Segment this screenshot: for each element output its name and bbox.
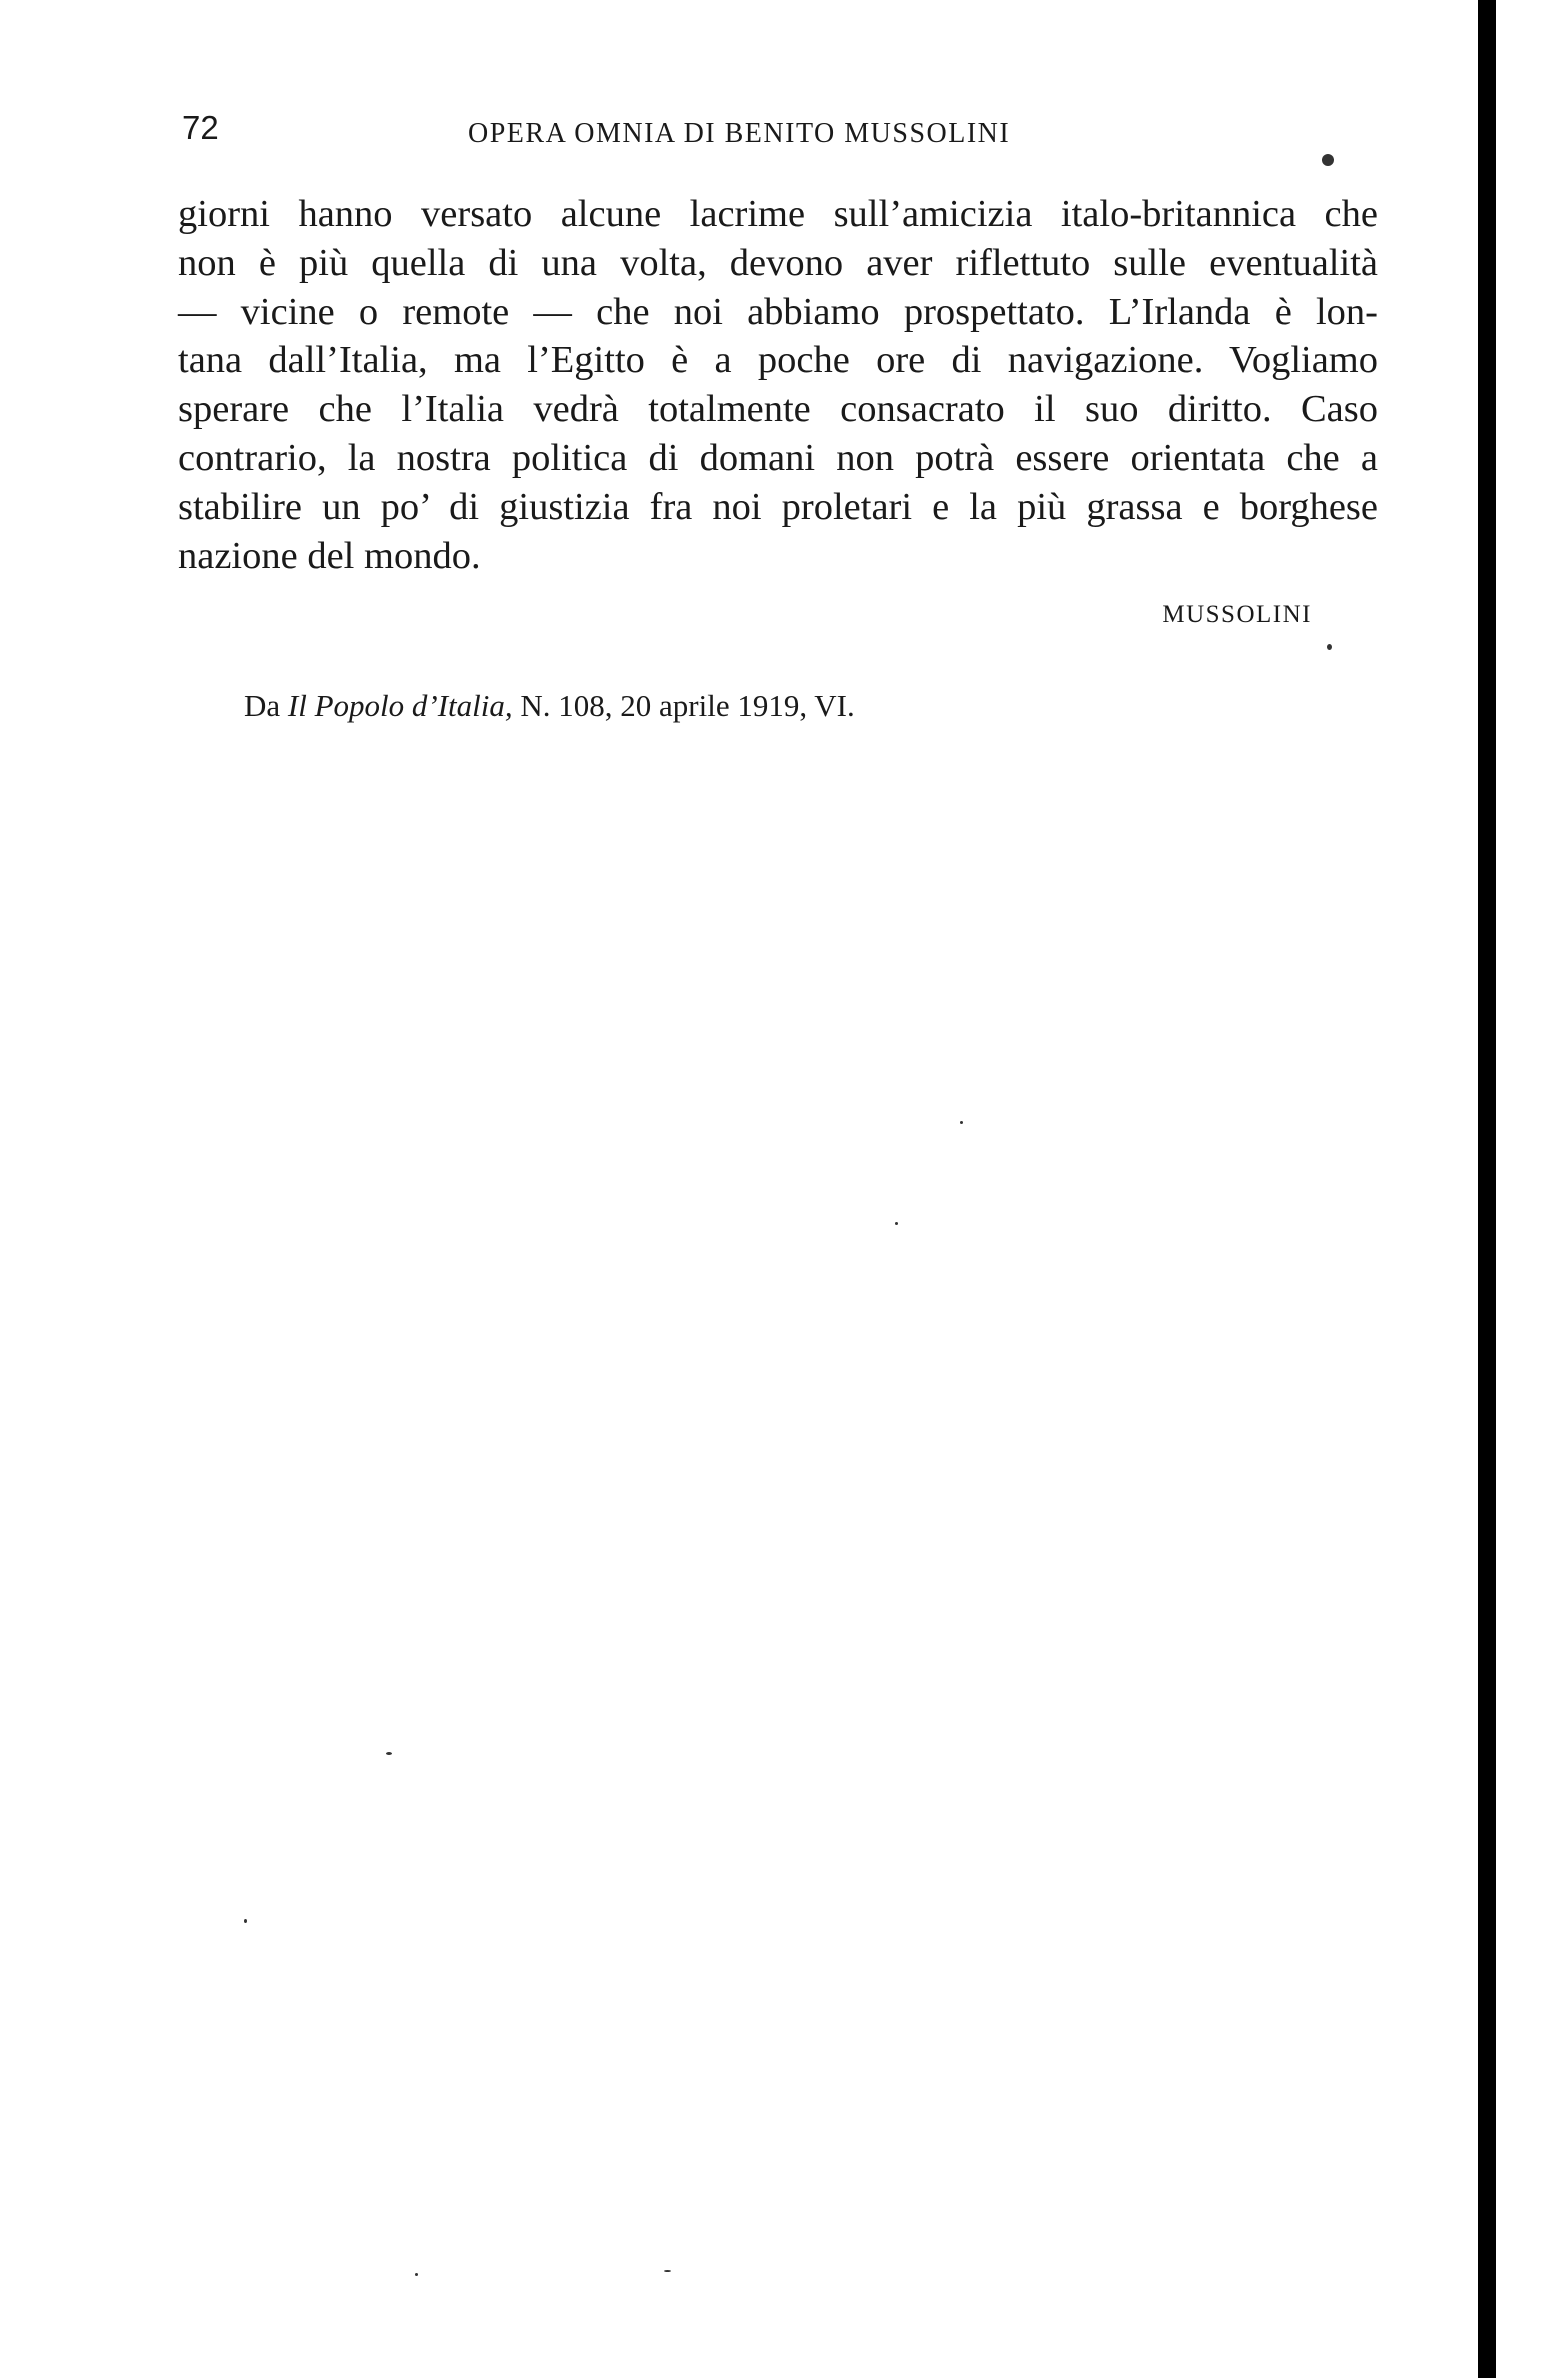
scan-speck (244, 1919, 247, 1923)
text-line: sperare che l’Italia vedrà totalmente consacrato il suo diritto. Caso (178, 388, 1378, 431)
source-publication: Il Popolo d’Italia, (287, 688, 513, 723)
author-signature: MUSSOLINI (1162, 601, 1312, 628)
scan-speck (664, 2270, 671, 2272)
scan-speck (895, 1222, 898, 1225)
page-number: 72 (182, 109, 219, 146)
scan-speck (1322, 154, 1334, 166)
scan-speck (386, 1752, 392, 1755)
text-line: stabilire un po’ di giustizia fra noi proletari e la più grassa e borghese (178, 485, 1378, 528)
text-line: giorni hanno versato alcune lacrime sull’amicizia italo-britannica che (178, 193, 1378, 235)
text-line: non è più quella di una volta, devono aver riflettuto sulle eventualità (178, 241, 1378, 284)
text-line: contrario, la nostra politica di domani non potrà essere orientata che a (178, 436, 1378, 479)
scan-speck (960, 1121, 963, 1124)
running-head: OPERA OMNIA DI BENITO MUSSOLINI (468, 118, 1011, 149)
scan-speck (415, 2273, 418, 2276)
source-details: N. 108, 20 aprile 1919, VI. (520, 688, 855, 723)
scan-speck (1327, 644, 1332, 650)
text-line: tana dall’Italia, ma l’Egitto è a poche ore di navigazione. Vogliamo (178, 339, 1378, 382)
binding-edge (1478, 0, 1496, 2378)
source-prefix: Da (244, 688, 281, 723)
text-line: — vicine o remote — che noi abbiamo prospettato. L’Irlanda è lon- (178, 290, 1378, 333)
source-note (244, 686, 855, 726)
body-text (178, 190, 1378, 580)
text-line: nazione del mondo. (178, 534, 481, 577)
